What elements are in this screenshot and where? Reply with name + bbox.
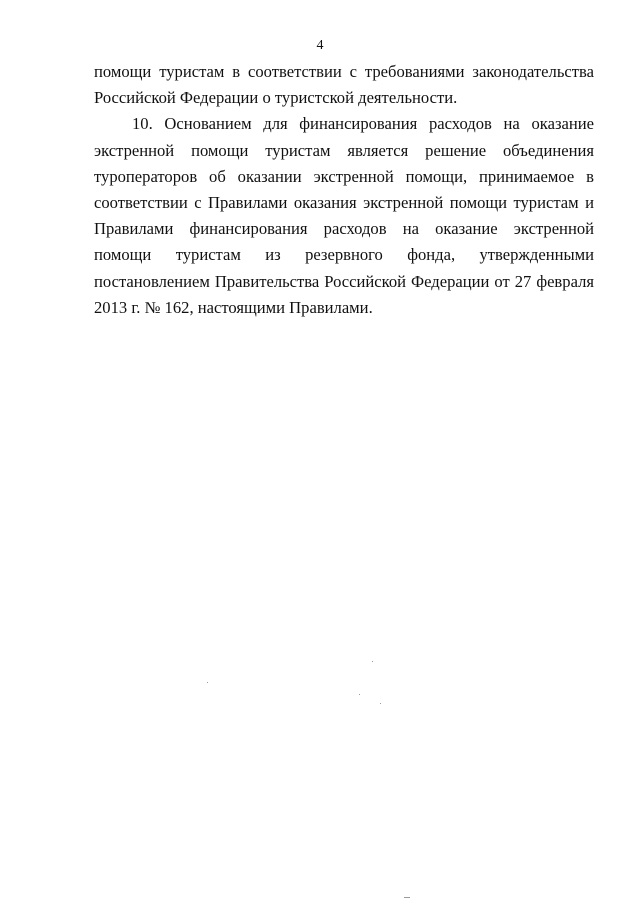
paragraph-10: 10. Основанием для финансирования расходов на оказание экстренной помощи туристам является решение объединения туроператоров об оказании экстренной помощи, принимаемое в соответствии с Правилами оказания экстренной помощи туристам и Правилами финансирования расходов на оказание экстренной помощи туристам из резервного фонда, утвержденными постановлением Правительства Российской Федерации от 27 февраля 2013 г. № 162, настоящими Правилами. bbox=[94, 114, 594, 317]
scan-speck bbox=[207, 682, 208, 683]
scan-speck bbox=[404, 897, 410, 898]
scan-speck bbox=[359, 694, 360, 695]
scan-speck bbox=[372, 661, 373, 662]
document-body bbox=[94, 59, 594, 321]
continued-paragraph: помощи туристам в соответствии с требованиями законодательства Российской Федерации о туристской деятельности. bbox=[94, 62, 594, 108]
scan-speck bbox=[380, 703, 381, 704]
page-number: 4 bbox=[316, 38, 324, 53]
